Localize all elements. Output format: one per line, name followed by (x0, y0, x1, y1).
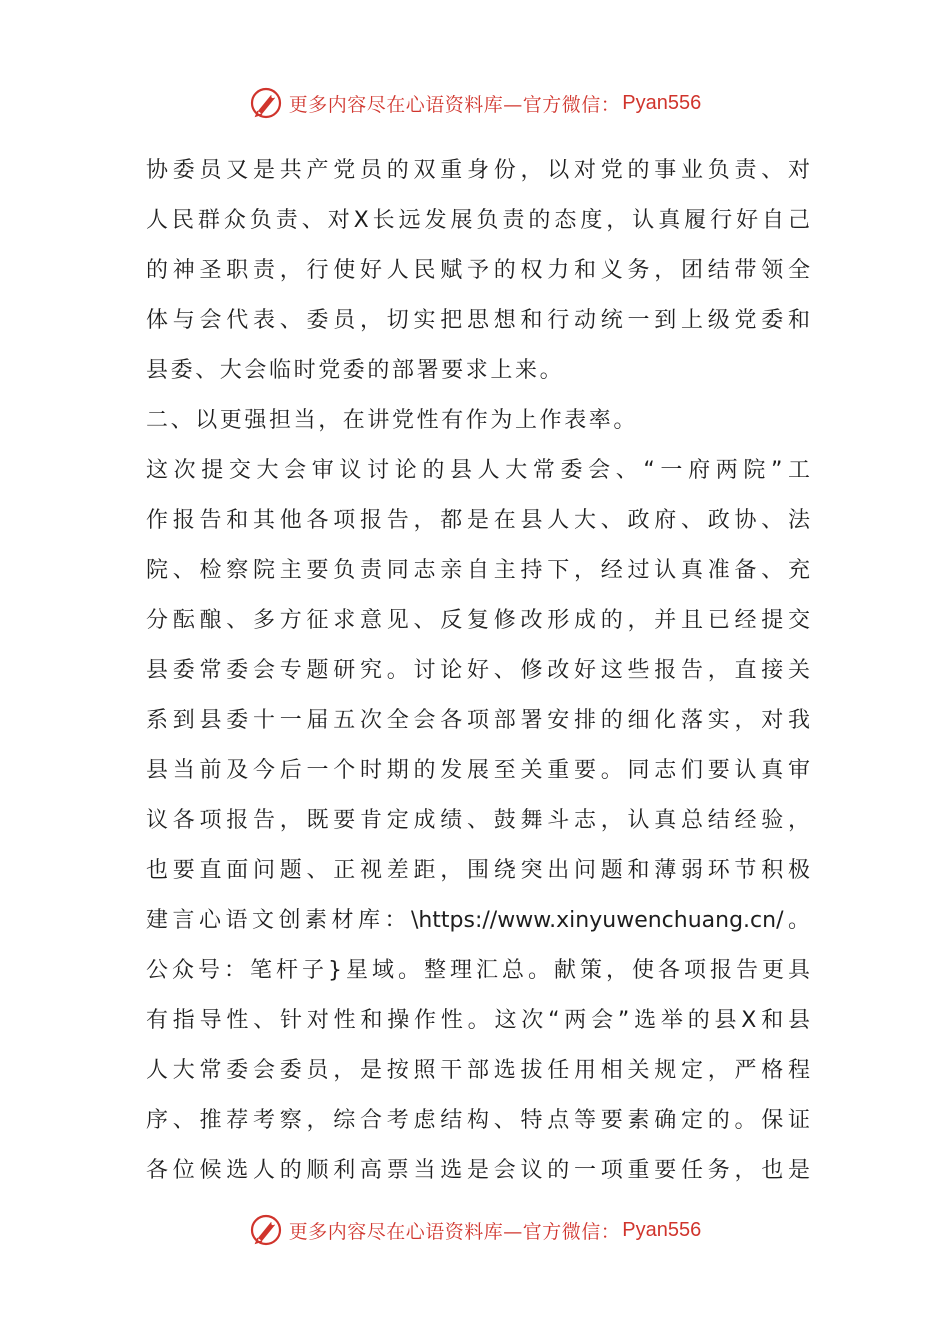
footer-banner-text: 更多内容尽在心语资料库—官方微信： (288, 1220, 621, 1243)
header-banner-text: 更多内容尽在心语资料库—官方微信： (288, 93, 621, 116)
body-line: 体与会代表、委员，切实把思想和行动统一到上级党委和 (146, 308, 810, 333)
footer-banner (0, 1210, 950, 1250)
body-line: 公众号：笔杆子}星域。整理汇总。献策，使各项报告更具 (146, 958, 810, 983)
body-line: 的神圣职责，行使好人民赋予的权力和义务，团结带领全 (146, 258, 810, 283)
body-line: 各位候选人的顺利高票当选是会议的一项重要任务，也是 (146, 1158, 810, 1183)
document-body (146, 146, 810, 1196)
pen-logo-icon (249, 1213, 283, 1247)
body-line: 人大常委会委员，是按照干部选拔任用相关规定，严格程 (146, 1058, 810, 1083)
header-banner-wechat-id: Pyan556 (622, 91, 702, 114)
body-line: 县委常委会专题研究。讨论好、修改好这些报告，直接关 (146, 658, 810, 683)
body-line: 县当前及今后一个时期的发展至关重要。同志们要认真审 (146, 758, 810, 783)
body-line: 作报告和其他各项报告，都是在县人大、政府、政协、法 (146, 508, 810, 533)
body-line: 有指导性、针对性和操作性。这次“两会”选举的县X和县 (146, 1008, 810, 1033)
body-line: 县委、大会临时党委的部署要求上来。 (146, 358, 565, 383)
body-line: 序、推荐考察，综合考虑结构、特点等要素确定的。保证 (146, 1108, 810, 1133)
body-line: 分酝酿、多方征求意见、反复修改形成的，并且已经提交 (146, 608, 810, 633)
section-heading: 二、以更强担当，在讲党性有作为上作表率。 (146, 408, 639, 433)
body-line: 这次提交大会审议讨论的县人大常委会、“一府两院”工 (146, 458, 810, 483)
footer-banner-wechat-id: Pyan556 (622, 1218, 702, 1241)
body-line-url: 建言心语文创素材库：\https://www.xinyuwenchuang.cn/。 (146, 908, 810, 933)
body-line: 议各项报告，既要肯定成绩、鼓舞斗志，认真总结经验， (146, 808, 810, 833)
header-banner (0, 83, 950, 123)
body-line: 系到县委十一届五次全会各项部署安排的细化落实，对我 (146, 708, 810, 733)
body-line: 人民群众负责、对X长远发展负责的态度，认真履行好自己 (146, 208, 810, 233)
body-line: 院、检察院主要负责同志亲自主持下，经过认真准备、充 (146, 558, 810, 583)
body-line: 也要直面问题、正视差距，围绕突出问题和薄弱环节积极 (146, 858, 810, 883)
pen-logo-icon (249, 86, 283, 120)
body-line: 协委员又是共产党员的双重身份，以对党的事业负责、对 (146, 158, 810, 183)
